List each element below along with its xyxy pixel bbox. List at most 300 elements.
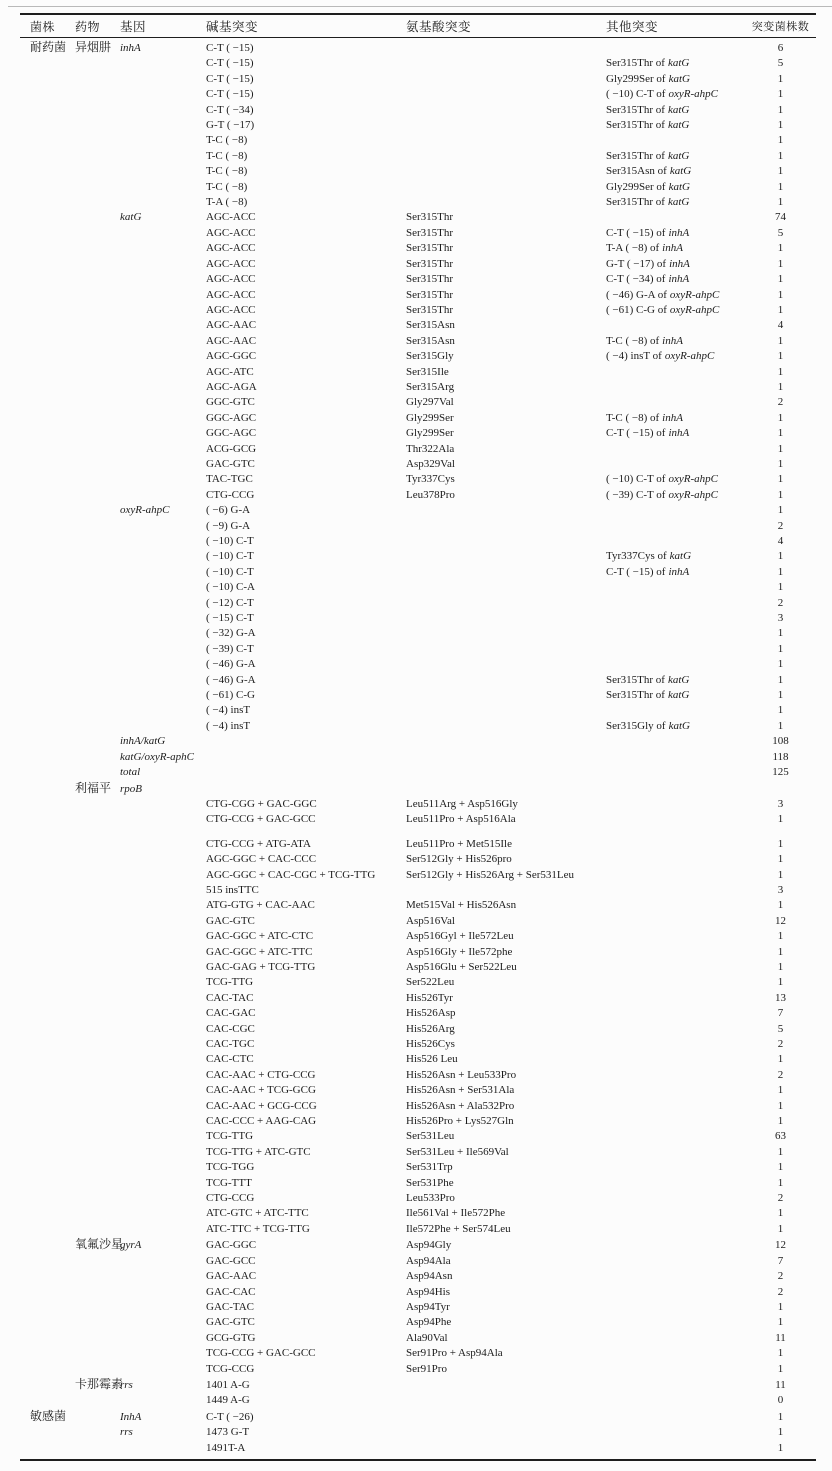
cell-mutant-strain-count: 1 — [777, 1145, 784, 1158]
cell-other-mutation — [606, 288, 745, 303]
cell-base-mutation: ( −39) C-T — [206, 642, 254, 655]
other-gene: inhA — [668, 427, 690, 440]
cell-amino-mutation: His526Pro + Lys527Gln — [406, 1115, 514, 1128]
cell-mutant-strain-count: 1 — [777, 257, 784, 270]
cell-other-mutation — [606, 1285, 745, 1300]
cell-amino-mutation: Ser315Asn — [406, 319, 455, 332]
cell-mutant-strain-count: 1 — [777, 1347, 784, 1360]
cell-base-mutation: ( −46) G-A — [206, 673, 256, 686]
table-row — [20, 914, 816, 929]
cell-mutant-strain-count: 1 — [777, 1099, 784, 1112]
table-row — [20, 503, 816, 518]
cell-base-mutation: GAC-GGC + ATC-TTC — [206, 945, 313, 958]
table-row — [20, 241, 816, 256]
cell-mutant-strain-count: 1 — [777, 288, 784, 301]
cell-amino-mutation: Ser315Thr — [406, 242, 454, 255]
cell-other-mutation — [606, 411, 745, 426]
other-gene: oxyR-ahpC — [669, 288, 720, 301]
cell-mutant-strain-count: 1 — [777, 411, 784, 424]
cell-base-mutation: ( −32) G-A — [206, 627, 256, 640]
table-row — [20, 288, 816, 303]
cell-amino-mutation: Ile561Val + Ile572Phe — [406, 1207, 506, 1220]
cell-base-mutation: GAC-GTC — [206, 914, 255, 927]
cell-amino-mutation: Leu378Pro — [406, 488, 455, 501]
cell-other-mutation — [606, 883, 745, 898]
cell-mutant-strain-count: 1 — [777, 550, 784, 563]
cell-mutant-strain-count: 2 — [777, 1285, 784, 1298]
table-row — [20, 133, 816, 148]
cell-base-mutation: C-T ( −15) — [206, 42, 254, 54]
cell-strain: 敏感菌 — [30, 1408, 67, 1423]
cell-mutant-strain-count: 1 — [777, 134, 784, 147]
cell-other-mutation — [606, 626, 745, 641]
cell-base-mutation: GAC-GGC + ATC-CTC — [206, 930, 314, 943]
cell-amino-mutation: Leu511Arg + Asp516Gly — [406, 797, 518, 810]
other-text: Ser315Thr of — [606, 673, 665, 686]
other-text: ( −61) C-G of — [606, 303, 667, 316]
cell-other-mutation — [606, 1083, 745, 1098]
cell-amino-mutation: Ile572Phe + Ser574Leu — [406, 1222, 511, 1235]
cell-other-mutation — [606, 472, 745, 487]
cell-other-mutation — [606, 1300, 745, 1315]
cell-base-mutation: ( −10) C-A — [206, 581, 255, 594]
cell-base-mutation: ( −4) insT — [206, 704, 251, 717]
table-row — [20, 1099, 816, 1114]
other-text: Gly299Ser of — [606, 180, 666, 193]
table-row — [20, 1285, 816, 1300]
other-text: Tyr337Cys of — [606, 550, 667, 563]
cell-other-mutation — [606, 898, 745, 913]
cell-gene: gyrA — [120, 1239, 142, 1252]
table-row — [20, 257, 816, 272]
cell-mutant-strain-count: 12 — [775, 1239, 786, 1252]
cell-mutant-strain-count: 2 — [777, 519, 784, 532]
cell-mutant-strain-count: 1 — [777, 960, 784, 973]
cell-mutant-strain-count: 1 — [777, 334, 784, 347]
cell-other-mutation — [606, 488, 745, 503]
table-row — [20, 719, 816, 734]
cell-amino-mutation: Ser315Thr — [406, 288, 454, 301]
cell-mutant-strain-count: 2 — [777, 1192, 784, 1205]
cell-mutant-strain-count: 1 — [777, 1300, 784, 1313]
other-text: ( −10) C-T of — [606, 473, 666, 486]
table-row — [20, 929, 816, 944]
other-text: Ser315Thr of — [606, 119, 665, 132]
cell-drug: 卡那霉素 — [75, 1376, 124, 1391]
cell-other-mutation — [606, 519, 745, 534]
cell-other-mutation — [606, 1254, 745, 1269]
cell-mutant-strain-count: 1 — [777, 704, 784, 717]
cell-gene: rrs — [120, 1426, 133, 1439]
cell-other-mutation — [606, 303, 745, 318]
cell-base-mutation: GAC-GTC — [206, 1316, 255, 1329]
cell-base-mutation: ( −9) G-A — [206, 519, 251, 532]
cell-other-mutation — [606, 318, 745, 333]
cell-mutant-strain-count: 12 — [775, 914, 786, 927]
table-row — [20, 457, 816, 472]
col-header-amino-mutation: 氨基酸突变 — [406, 20, 472, 34]
other-text: Gly299Ser of — [606, 72, 666, 85]
cell-amino-mutation: Ser315Arg — [406, 380, 455, 393]
mutation-table — [20, 13, 816, 1461]
cell-other-mutation — [606, 1410, 745, 1425]
cell-mutant-strain-count: 1 — [777, 442, 784, 455]
cell-drug: 异烟肼 — [75, 40, 112, 54]
table-row — [20, 1331, 816, 1346]
table-row — [20, 56, 816, 71]
cell-mutant-strain-count: 1 — [777, 976, 784, 989]
cell-base-mutation: GAC-AAC — [206, 1270, 257, 1283]
cell-other-mutation — [606, 549, 745, 564]
cell-other-mutation — [606, 149, 745, 164]
cell-other-mutation — [606, 241, 745, 256]
table-row — [20, 226, 816, 241]
other-gene: inhA — [668, 273, 690, 286]
cell-base-mutation: T-C ( −8) — [206, 149, 248, 162]
cell-other-mutation — [606, 1362, 745, 1377]
cell-gene: katG — [120, 211, 142, 224]
cell-base-mutation: ATC-TTC + TCG-TTG — [206, 1222, 310, 1235]
cell-mutant-strain-count: 2 — [777, 1038, 784, 1050]
cell-base-mutation: CTG-CCG + ATG-ATA — [206, 837, 311, 850]
cell-mutant-strain-count: 1 — [777, 1410, 784, 1423]
other-gene: katG — [667, 103, 690, 116]
other-gene: inhA — [662, 411, 683, 424]
cell-mutant-strain-count: 2 — [777, 1068, 784, 1081]
cell-amino-mutation: Asp94Phe — [406, 1316, 452, 1329]
cell-mutant-strain-count: 1 — [777, 242, 784, 255]
cell-base-mutation: GGC-AGC — [206, 427, 257, 440]
cell-mutant-strain-count: 1 — [777, 504, 784, 517]
other-text: Ser315Thr of — [606, 149, 665, 162]
cell-mutant-strain-count: 11 — [775, 1331, 786, 1344]
cell-base-mutation: ACG-GCG — [206, 442, 257, 455]
cell-mutant-strain-count: 5 — [777, 226, 784, 239]
cell-other-mutation — [606, 929, 745, 944]
cell-other-mutation — [606, 133, 745, 148]
table-row — [20, 1377, 816, 1393]
cell-mutant-strain-count: 3 — [777, 612, 784, 625]
other-text: ( −10) C-T of — [606, 88, 666, 101]
cell-mutant-strain-count: 13 — [775, 991, 786, 1004]
cell-other-mutation — [606, 180, 745, 195]
other-gene: oxyR-ahpC — [664, 350, 715, 363]
table-row — [20, 164, 816, 179]
table-row — [20, 549, 816, 564]
cell-other-mutation — [606, 719, 745, 734]
other-text: ( −4) insT of — [606, 350, 662, 363]
cell-mutant-strain-count: 2 — [777, 396, 784, 409]
cell-mutant-strain-count: 2 — [777, 596, 784, 609]
table-row — [20, 1362, 816, 1377]
other-text: C-T ( −34) of — [606, 273, 666, 286]
cell-base-mutation: T-C ( −8) — [206, 165, 248, 178]
table-row — [20, 596, 816, 611]
table-row — [20, 365, 816, 380]
cell-base-mutation: ( −10) C-T — [206, 535, 254, 547]
table-row — [20, 837, 816, 852]
cell-base-mutation: AGC-ACC — [206, 288, 256, 301]
cell-amino-mutation: His526Asn + Ala532Pro — [406, 1099, 515, 1112]
cell-mutant-strain-count: 0 — [777, 1394, 784, 1407]
table-row — [20, 688, 816, 703]
cell-base-mutation: CAC-CCC + AAG-CAG — [206, 1115, 317, 1128]
cell-amino-mutation: Asp516Glu + Ser522Leu — [406, 960, 517, 973]
other-gene: katG — [668, 72, 690, 85]
cell-base-mutation: T-C ( −8) — [206, 134, 248, 147]
table-row — [20, 580, 816, 595]
cell-other-mutation — [606, 611, 745, 626]
cell-mutant-strain-count: 1 — [777, 627, 784, 640]
table-row — [20, 1425, 816, 1440]
other-gene: inhA — [662, 334, 683, 347]
cell-amino-mutation: Gly299Ser — [406, 411, 454, 424]
table-row — [20, 272, 816, 287]
table-row — [20, 734, 816, 749]
cell-amino-mutation: Tyr337Cys — [406, 473, 455, 486]
cell-other-mutation — [606, 426, 745, 441]
other-gene: katG — [669, 550, 692, 563]
table-row — [20, 380, 816, 395]
table-row — [20, 852, 816, 867]
table-row — [20, 703, 816, 718]
cell-other-mutation — [606, 1145, 745, 1160]
cell-mutant-strain-count: 1 — [777, 719, 784, 732]
cell-amino-mutation: His526Cys — [406, 1038, 455, 1050]
cell-other-mutation — [606, 1222, 745, 1237]
cell-base-mutation: AGC-AAC — [206, 334, 257, 347]
table-row — [20, 118, 816, 133]
col-header-other-mutation: 其他突变 — [606, 20, 659, 34]
table-row — [20, 797, 816, 812]
cell-amino-mutation: Ser315Thr — [406, 303, 454, 316]
cell-other-mutation — [606, 1176, 745, 1191]
cell-amino-mutation: Ser315Ile — [406, 365, 449, 378]
other-gene: oxyR-ahpC — [668, 473, 718, 486]
cell-base-mutation: ( −12) C-T — [206, 596, 254, 609]
other-gene: oxyR-ahpC — [669, 303, 720, 316]
table-row — [20, 149, 816, 164]
cell-mutant-strain-count: 5 — [777, 57, 784, 70]
cell-base-mutation: G-T ( −17) — [206, 119, 255, 132]
cell-base-mutation: ( −15) C-T — [206, 612, 254, 625]
other-gene: inhA — [668, 226, 690, 239]
cell-base-mutation: T-C ( −8) — [206, 180, 248, 193]
cell-other-mutation — [606, 226, 745, 241]
cell-other-mutation — [606, 596, 745, 611]
cell-base-mutation: T-A ( −8) — [206, 196, 248, 209]
cell-mutant-strain-count: 1 — [777, 1115, 784, 1128]
other-text: Ser315Thr of — [606, 57, 665, 70]
cell-base-mutation: GGC-GTC — [206, 396, 255, 409]
cell-mutant-strain-count: 1 — [777, 1426, 784, 1439]
other-gene: inhA — [669, 257, 690, 270]
table-row — [20, 318, 816, 333]
cell-mutant-strain-count: 1 — [777, 488, 784, 501]
cell-other-mutation — [606, 103, 745, 118]
table-row — [20, 87, 816, 102]
cell-other-mutation — [606, 1206, 745, 1221]
other-gene: katG — [667, 149, 690, 162]
cell-base-mutation: C-T ( −34) — [206, 103, 254, 116]
cell-amino-mutation: Asp516Gyl + Ile572Leu — [406, 930, 514, 943]
cell-other-mutation — [606, 1191, 745, 1206]
other-text: ( −39) C-T of — [606, 488, 666, 501]
cell-mutant-strain-count: 4 — [777, 319, 784, 332]
col-header-drug: 药物 — [75, 19, 101, 34]
table-row — [20, 1222, 816, 1237]
table-row — [20, 945, 816, 960]
cell-base-mutation: CTG-CCG — [206, 488, 255, 501]
table-row — [20, 40, 816, 56]
cell-other-mutation — [606, 1346, 745, 1361]
table-row — [20, 611, 816, 626]
cell-amino-mutation: Leu511Pro + Met515Ile — [406, 837, 512, 850]
table-row — [20, 1114, 816, 1129]
cell-base-mutation: CTG-CCG + GAC-GCC — [206, 813, 316, 826]
cell-other-mutation — [606, 257, 745, 272]
cell-mutant-strain-count: 1 — [777, 1053, 784, 1066]
cell-amino-mutation: Asp516Gly + Ile572phe — [406, 945, 513, 958]
cell-mutant-strain-count: 1 — [777, 853, 784, 866]
cell-base-mutation: AGC-ACC — [206, 303, 256, 316]
table-row — [20, 781, 816, 797]
table-row — [20, 1129, 816, 1144]
table-row — [20, 103, 816, 118]
cell-other-mutation — [606, 1238, 745, 1253]
table-row — [20, 426, 816, 441]
table-row — [20, 1052, 816, 1067]
cell-mutant-strain-count: 1 — [777, 303, 784, 316]
cell-other-mutation — [606, 1269, 745, 1284]
cell-base-mutation: AGC-GGC — [206, 350, 257, 363]
table-row — [20, 1145, 816, 1160]
table-row — [20, 1206, 816, 1221]
table-row — [20, 1441, 816, 1456]
table-row — [20, 883, 816, 898]
table-row — [20, 1315, 816, 1330]
cell-amino-mutation: Leu533Pro — [406, 1192, 455, 1205]
cell-mutant-strain-count: 1 — [777, 165, 784, 178]
cell-other-mutation — [606, 1114, 745, 1129]
cell-drug: 利福平 — [75, 780, 112, 795]
cell-base-mutation: GAC-GCC — [206, 1254, 256, 1267]
cell-amino-mutation: Ser512Gly + His526pro — [406, 853, 512, 866]
cell-other-mutation — [606, 960, 745, 975]
other-text: Ser315Gly of — [606, 719, 666, 732]
cell-gene: katG/oxyR-aphC — [120, 750, 194, 763]
cell-gene: rpoB — [120, 782, 142, 795]
cell-base-mutation: ( −10) C-T — [206, 550, 254, 563]
cell-other-mutation — [606, 395, 745, 410]
cell-base-mutation: CTG-CGG + GAC-GGC — [206, 797, 317, 810]
other-gene: katG — [669, 165, 692, 178]
cell-other-mutation — [606, 688, 745, 703]
table-row — [20, 349, 816, 364]
cell-amino-mutation: Met515Val + His526Asn — [406, 899, 517, 912]
table-row — [20, 960, 816, 975]
other-gene: inhA — [668, 565, 690, 578]
table-header-row — [20, 13, 816, 38]
cell-mutant-strain-count: 1 — [777, 1161, 784, 1174]
cell-mutant-strain-count: 5 — [777, 1022, 784, 1035]
cell-base-mutation: CTG-CCG — [206, 1192, 255, 1205]
cell-other-mutation — [606, 503, 745, 518]
cell-amino-mutation: Asp94Ala — [406, 1254, 451, 1267]
cell-mutant-strain-count: 4 — [777, 535, 784, 547]
page-top-hairline — [8, 6, 832, 7]
cell-amino-mutation: Asp94Tyr — [406, 1300, 450, 1313]
table-row — [20, 488, 816, 503]
cell-mutant-strain-count: 1 — [777, 1316, 784, 1329]
cell-mutant-strain-count: 1 — [777, 565, 784, 578]
table-row — [20, 626, 816, 641]
cell-mutant-strain-count: 108 — [772, 735, 789, 748]
cell-strain: 耐药菌 — [30, 40, 67, 54]
table-row — [20, 72, 816, 87]
cell-base-mutation: AGC-ACC — [206, 226, 256, 239]
table-row — [20, 534, 816, 549]
table-row — [20, 1068, 816, 1083]
cell-base-mutation: 1473 G-T — [206, 1426, 250, 1439]
cell-amino-mutation: His526Asp — [406, 1007, 456, 1020]
cell-amino-mutation: Ser531Phe — [406, 1176, 454, 1189]
other-text: Ser315Thr of — [606, 103, 665, 116]
cell-drug: 氧氟沙星 — [75, 1237, 124, 1252]
cell-amino-mutation: Ser315Thr — [406, 257, 454, 270]
cell-mutant-strain-count: 1 — [777, 945, 784, 958]
cell-amino-mutation: Ser91Pro — [406, 1362, 447, 1375]
table-row — [20, 210, 816, 225]
cell-amino-mutation: Ser512Gly + His526Arg + Ser531Leu — [406, 868, 575, 881]
other-gene: katG — [667, 57, 690, 70]
table-row — [20, 1191, 816, 1206]
cell-amino-mutation: His526Asn + Ser531Ala — [406, 1084, 515, 1097]
table-row — [20, 1083, 816, 1098]
table-row — [20, 1006, 816, 1021]
table-row — [20, 565, 816, 580]
cell-other-mutation — [606, 334, 745, 349]
cell-base-mutation: ( −46) G-A — [206, 658, 256, 671]
cell-other-mutation — [606, 210, 745, 225]
cell-mutant-strain-count: 2 — [777, 1270, 784, 1283]
table-row — [20, 1393, 816, 1408]
cell-other-mutation — [606, 272, 745, 287]
other-gene: oxyR-ahpC — [668, 88, 718, 101]
cell-mutant-strain-count: 1 — [777, 457, 784, 470]
cell-other-mutation — [606, 812, 745, 827]
cell-amino-mutation: His526Asn + Leu533Pro — [406, 1068, 517, 1081]
cell-mutant-strain-count: 125 — [772, 766, 789, 779]
cell-other-mutation — [606, 750, 745, 765]
cell-mutant-strain-count: 1 — [777, 1084, 784, 1097]
cell-amino-mutation: Ser91Pro + Asp94Ala — [406, 1347, 503, 1360]
cell-other-mutation — [606, 118, 745, 133]
cell-base-mutation: C-T ( −15) — [206, 88, 254, 101]
cell-base-mutation: 1491T-A — [206, 1441, 246, 1454]
cell-amino-mutation: Asp329Val — [406, 457, 455, 470]
cell-amino-mutation: Thr322Ala — [406, 442, 455, 455]
cell-amino-mutation: Ser531Leu — [406, 1130, 455, 1143]
cell-amino-mutation: Asp94Gly — [406, 1239, 452, 1252]
col-header-strain: 菌株 — [30, 19, 56, 34]
cell-mutant-strain-count: 7 — [777, 1007, 784, 1020]
cell-base-mutation: ATG-GTG + CAC-AAC — [206, 899, 315, 912]
cell-other-mutation — [606, 1425, 745, 1440]
other-gene: katG — [667, 119, 690, 132]
cell-mutant-strain-count: 1 — [777, 689, 784, 702]
table-row — [20, 442, 816, 457]
